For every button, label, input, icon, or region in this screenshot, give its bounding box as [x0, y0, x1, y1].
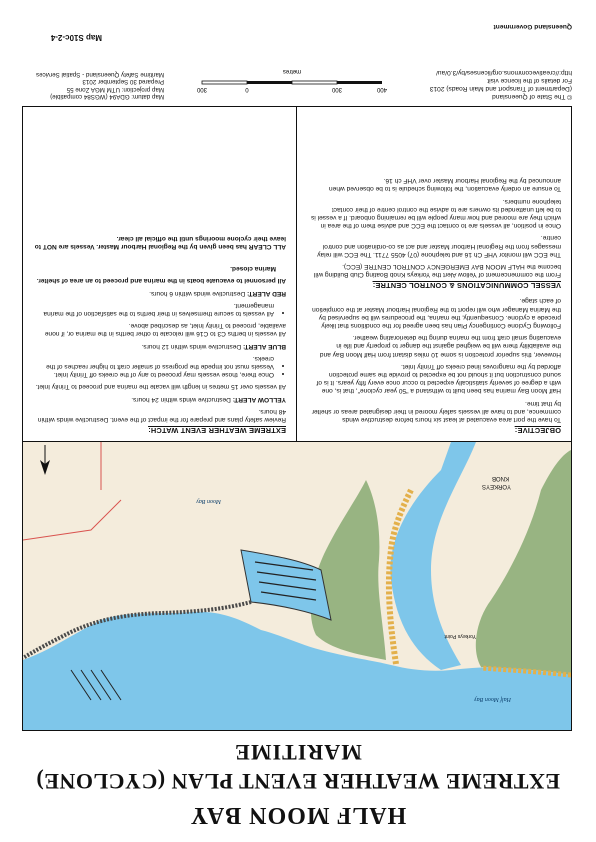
prepared-date: Prepared 30 September 2013	[82, 78, 164, 86]
blue-alert-heading: BLUE ALERT:	[243, 342, 286, 350]
blue-alert-title: Destructive winds within 12 hours.	[141, 342, 242, 350]
scale-tick-0: 400	[376, 86, 388, 92]
label-moon-bay: Moon Bay	[196, 498, 221, 504]
vessel-comms-text-2: The ECC will monitor VHF Ch 16 and telephone (07) 4055 7711. The ECC will relay messages from the Regional Harbour Master and act as co-ordination and control centre.	[317, 234, 561, 258]
map-graphic	[23, 442, 571, 730]
label-knob: KNOB	[491, 475, 509, 481]
title-line-3: MARITIME	[234, 740, 362, 765]
harbour-map	[23, 441, 571, 730]
yellow-bullet: • Once there, those vessels may proceed to any of the creeks off Trinity Inlet.	[33, 370, 274, 378]
yellow-alert-bullets	[33, 354, 286, 379]
scale-bar	[187, 64, 397, 100]
logo-text-1: Queensland	[534, 23, 572, 30]
red-alert-text: All personnel to evacuate boats in the marina and proceed to an area of shelter.	[36, 277, 286, 285]
scale-tick-2: 0	[245, 86, 249, 92]
copyright-line-3: For details of the licence visit	[487, 77, 572, 84]
plan-text-columns	[23, 107, 571, 441]
blue-bullet: • All vessels to secure themselves in their berths to the satisfaction of the marina management.	[33, 301, 274, 317]
qld-government-logo	[432, 22, 572, 30]
label-half-moon-bay: Half Moon Bay	[474, 696, 511, 702]
projection: Map projection: UTM MGA Zone 55	[66, 85, 164, 93]
marina-closed: Marina closed.	[230, 265, 276, 273]
copyright-line-4: http://creativecommons.org/licenses/by/3.0/au/	[436, 69, 572, 76]
scale-unit: metres	[282, 68, 302, 74]
vessel-comms-heading: VESSEL COMMUNICATIONS & CONTROL CENTRE:	[372, 281, 561, 291]
blue-alert-text: All vessels in berths C3 to C16 will relocate to other berths in the marina or, if none available, proceed to Trinity Inlet, as described above.	[44, 322, 286, 338]
datum: Map datum: GDA94 (WGS84 compatible)	[50, 93, 164, 100]
vessel-comms-text-1: From the commencement of Yellow Alert the Yorkeys Knob Boating Club Building will become the HALF MOON BAY EMERGENCY CONTROL CENTRE (ECC).	[313, 262, 561, 279]
red-alert-heading: RED ALERT:	[247, 289, 286, 297]
title-block	[0, 732, 596, 842]
title-line-1: HALF MOON BAY	[189, 802, 407, 828]
vessel-comms-text-4: To ensure an orderly evacuation, the following schedule is to be observed when announced by the Regional Harbour Master over VHF ch 16.	[328, 177, 561, 193]
vessel-comms-text-3: Once in position, all vessels are to contact the ECC and advise them of the area in which they are moored and how many people will be remaining onboard. If a vessel is to be left unattended its owners are to advise the control centre of their contact telephone numbers.	[311, 197, 561, 230]
watch-text: Review safety plans and prepare for the impact of the event. Destructive winds within 48 hours.	[37, 407, 286, 423]
copyright-line-2: (Department of Transport and Main Roads) 2013	[429, 85, 572, 92]
red-alert-line	[33, 288, 286, 296]
column-alerts	[23, 107, 297, 441]
objective-heading: OBJECTIVE:	[514, 426, 561, 435]
logo-text-2: Government	[493, 23, 533, 30]
yellow-alert-line	[33, 394, 286, 402]
map-id: Map S10c-2-4	[50, 33, 102, 42]
blue-alert-bullets	[33, 301, 286, 317]
footer	[22, 4, 572, 104]
watch-heading: EXTREME WEATHER EVENT WATCH:	[148, 426, 286, 435]
footer-right	[24, 70, 164, 100]
yellow-alert-title: Destructive winds within 24 hours.	[131, 395, 231, 403]
danger-paragraph: However, this superior protection is some 10 miles distant from Half Moon Bay and the availability there will be weighed against the danger to property and life in evacuating small craft from the marina during the deteriorating weather.	[319, 334, 561, 358]
plan-frame	[22, 106, 572, 731]
yellow-alert-heading: YELLOW ALERT:	[232, 395, 286, 403]
title-line-2: EXTREME WEATHER EVENT PLAN (CYCLONE)	[35, 769, 561, 794]
red-alert-title: Destructive winds within 6 hours.	[149, 289, 246, 297]
label-yorkeys: YORKEYS	[481, 483, 511, 489]
prudence-paragraph: Following Cyclone Contingency Plan has been agreed for the conditions that likely precede a cyclone. Consequently, the marina, the procedures will be supervised by the Marina Manager who will report to the Regional Harbour Master at the completion of each stage.	[312, 297, 561, 329]
label-yorkeys-point: Yorkeys Point	[444, 633, 476, 639]
column-objective	[299, 107, 571, 441]
objective-text: To have the port area evacuated at least six hours before destructive winds commence, and to have all vessels safely moored in their designated areas or shelter by that time.	[311, 399, 561, 423]
credit: Maritime Safety Queensland - Spatial Services	[36, 70, 164, 78]
scale-tick-1: 300	[331, 86, 343, 92]
blue-alert-line	[33, 341, 286, 349]
copyright-line-1: © The State of Queensland	[492, 93, 572, 100]
all-clear-text: ALL CLEAR has been given by the Regional Harbour Master. Vessels are NOT to leave their cyclone moorings until the official all clear.	[34, 234, 286, 250]
yellow-alert-text: All vessels over 15 metres in length will vacate the marina and proceed to Trinity Inlet.	[35, 383, 286, 391]
scale-tick-3: 300	[196, 86, 208, 92]
cyclone-paragraph: Half Moon Bay marina has been built to withstand a "50 year cyclone", that is, one with a degree of severity statistically expected to occur once every fifty years. It is of sound construction but it should not be expected to provide the same protection afforded by the mangroves lined creeks off Trinity Inlet.	[316, 362, 561, 395]
yellow-bullet: • Vessels must not impede the progress of smaller craft to higher reaches of the creeks.	[33, 354, 274, 370]
